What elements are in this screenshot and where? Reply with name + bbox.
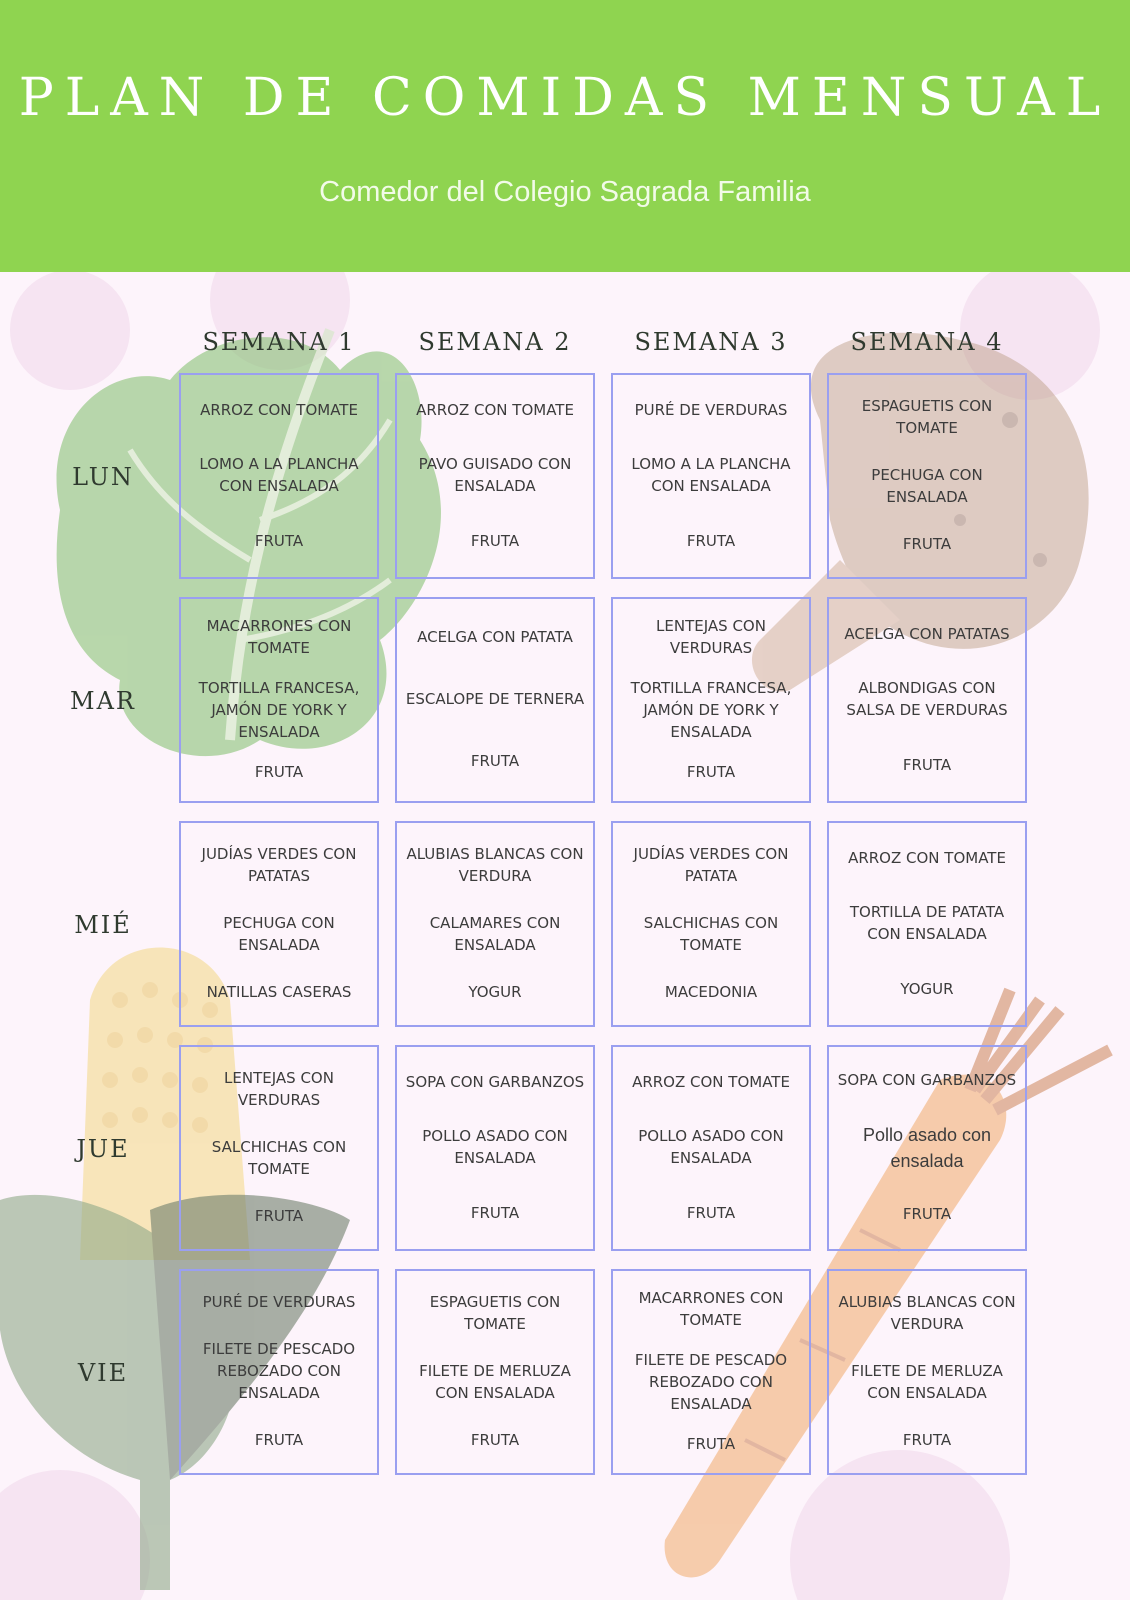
menu-cell [395, 597, 595, 803]
dessert: YOGUR [900, 979, 954, 998]
second-course: PECHUGA CON ENSALADA [223, 914, 335, 954]
second-course: FILETE DE MERLUZA CON ENSALADA [419, 1362, 571, 1402]
menu-cell [179, 1269, 379, 1475]
second-course: FILETE DE MERLUZA CON ENSALADA [851, 1362, 1003, 1402]
dessert: FRUTA [686, 1435, 736, 1453]
first-course: MACARRONES CON TOMATE [638, 1289, 784, 1329]
menu-cell [395, 1045, 595, 1251]
second-course: Pollo asado con ensalada [862, 1124, 992, 1171]
first-course: PURÉ DE VERDURAS [634, 400, 788, 419]
first-course: ESPAGUETIS CON TOMATE [861, 396, 993, 437]
week-header: SEMANA 1 [202, 328, 356, 356]
dessert: NATILLAS CASERAS [206, 983, 352, 1002]
page-title: PLAN DE COMIDAS MENSUAL [18, 68, 1112, 128]
first-course: ESPAGUETIS CON TOMATE [429, 1292, 561, 1333]
first-course: ACELGA CON PATATA [417, 628, 573, 647]
first-course: ACELGA CON PATATAS [844, 624, 1010, 643]
menu-cell [611, 373, 811, 579]
header-banner [0, 0, 1130, 272]
menu-cell [827, 597, 1027, 803]
page-subtitle: Comedor del Colegio Sagrada Familia [319, 176, 811, 208]
first-course: SOPA CON GARBANZOS [405, 1072, 585, 1091]
first-course: MACARRONES CON TOMATE [206, 617, 352, 657]
day-label: VIE [77, 1359, 129, 1387]
day-label: MIÉ [74, 911, 132, 939]
second-course: TORTILLA FRANCESA, JAMÓN DE YORK Y ENSALADA [630, 679, 792, 741]
week-header: SEMANA 3 [634, 328, 788, 356]
menu-cell [395, 373, 595, 579]
menu-cell [827, 1045, 1027, 1251]
menu-cell [395, 821, 595, 1027]
dessert: FRUTA [254, 1207, 304, 1226]
dessert: FRUTA [470, 1431, 520, 1450]
first-course: ALUBIAS BLANCAS CON VERDURA [406, 844, 584, 885]
second-course: POLLO ASADO CON ENSALADA [422, 1127, 568, 1167]
second-course: ALBONDIGAS CON SALSA DE VERDURAS [846, 679, 1008, 719]
menu-cell [611, 821, 811, 1027]
second-course: FILETE DE PESCADO REBOZADO CON ENSALADA [202, 1340, 356, 1402]
dessert: MACEDONIA [664, 983, 758, 1002]
menu-cell [827, 373, 1027, 579]
first-course: JUDÍAS VERDES CON PATATA [633, 844, 789, 885]
menu-cell [179, 373, 379, 579]
day-label: JUE [76, 1135, 130, 1163]
menu-cell [395, 1269, 595, 1475]
second-course: LOMO A LA PLANCHA CON ENSALADA [631, 455, 791, 495]
dessert: FRUTA [902, 1205, 952, 1224]
second-course: SALCHICHAS CON TOMATE [643, 914, 779, 954]
second-course: FILETE DE PESCADO REBOZADO CON ENSALADA [634, 1351, 788, 1413]
menu-cell [611, 1045, 811, 1251]
menu-cell [611, 1269, 811, 1475]
dessert: FRUTA [254, 763, 304, 781]
first-course: ALUBIAS BLANCAS CON VERDURA [838, 1292, 1016, 1333]
first-course: LENTEJAS CON VERDURAS [224, 1068, 334, 1109]
day-label: LUN [72, 463, 134, 491]
second-course: LOMO A LA PLANCHA CON ENSALADA [199, 455, 359, 495]
week-header: SEMANA 4 [850, 328, 1004, 356]
dessert: FRUTA [254, 531, 304, 550]
dessert: FRUTA [902, 535, 952, 554]
first-course: JUDÍAS VERDES CON PATATAS [201, 844, 357, 885]
second-course: POLLO ASADO CON ENSALADA [638, 1127, 784, 1167]
dessert: YOGUR [468, 983, 522, 1002]
second-course: CALAMARES CON ENSALADA [429, 914, 561, 954]
menu-cell [611, 597, 811, 803]
first-course: SOPA CON GARBANZOS [837, 1071, 1017, 1090]
dessert: FRUTA [686, 763, 736, 781]
menu-cell [827, 821, 1027, 1027]
first-course: ARROZ CON TOMATE [200, 400, 358, 419]
menu-cell [827, 1269, 1027, 1475]
first-course: ARROZ CON TOMATE [632, 1072, 790, 1091]
week-header: SEMANA 2 [418, 328, 572, 356]
day-label: MAR [70, 687, 136, 715]
dessert: FRUTA [470, 531, 520, 550]
first-course: LENTEJAS CON VERDURAS [656, 617, 766, 657]
second-course: PECHUGA CON ENSALADA [871, 466, 983, 506]
dessert: FRUTA [902, 755, 952, 774]
dessert: FRUTA [470, 1203, 520, 1222]
first-course: ARROZ CON TOMATE [416, 400, 574, 419]
second-course: TORTILLA DE PATATA CON ENSALADA [849, 903, 1005, 943]
dessert: FRUTA [902, 1431, 952, 1450]
dessert: FRUTA [470, 752, 520, 771]
menu-cell [179, 821, 379, 1027]
second-course: SALCHICHAS CON TOMATE [211, 1138, 347, 1178]
second-course: ESCALOPE DE TERNERA [405, 690, 585, 709]
first-course: ARROZ CON TOMATE [848, 848, 1006, 867]
second-course: TORTILLA FRANCESA, JAMÓN DE YORK Y ENSALADA [198, 679, 360, 741]
dessert: FRUTA [686, 1203, 736, 1222]
menu-cell [179, 1045, 379, 1251]
dessert: FRUTA [254, 1431, 304, 1450]
second-course: PAVO GUISADO CON ENSALADA [418, 455, 572, 495]
first-course: PURÉ DE VERDURAS [202, 1292, 356, 1311]
menu-cell [179, 597, 379, 803]
dessert: FRUTA [686, 531, 736, 550]
